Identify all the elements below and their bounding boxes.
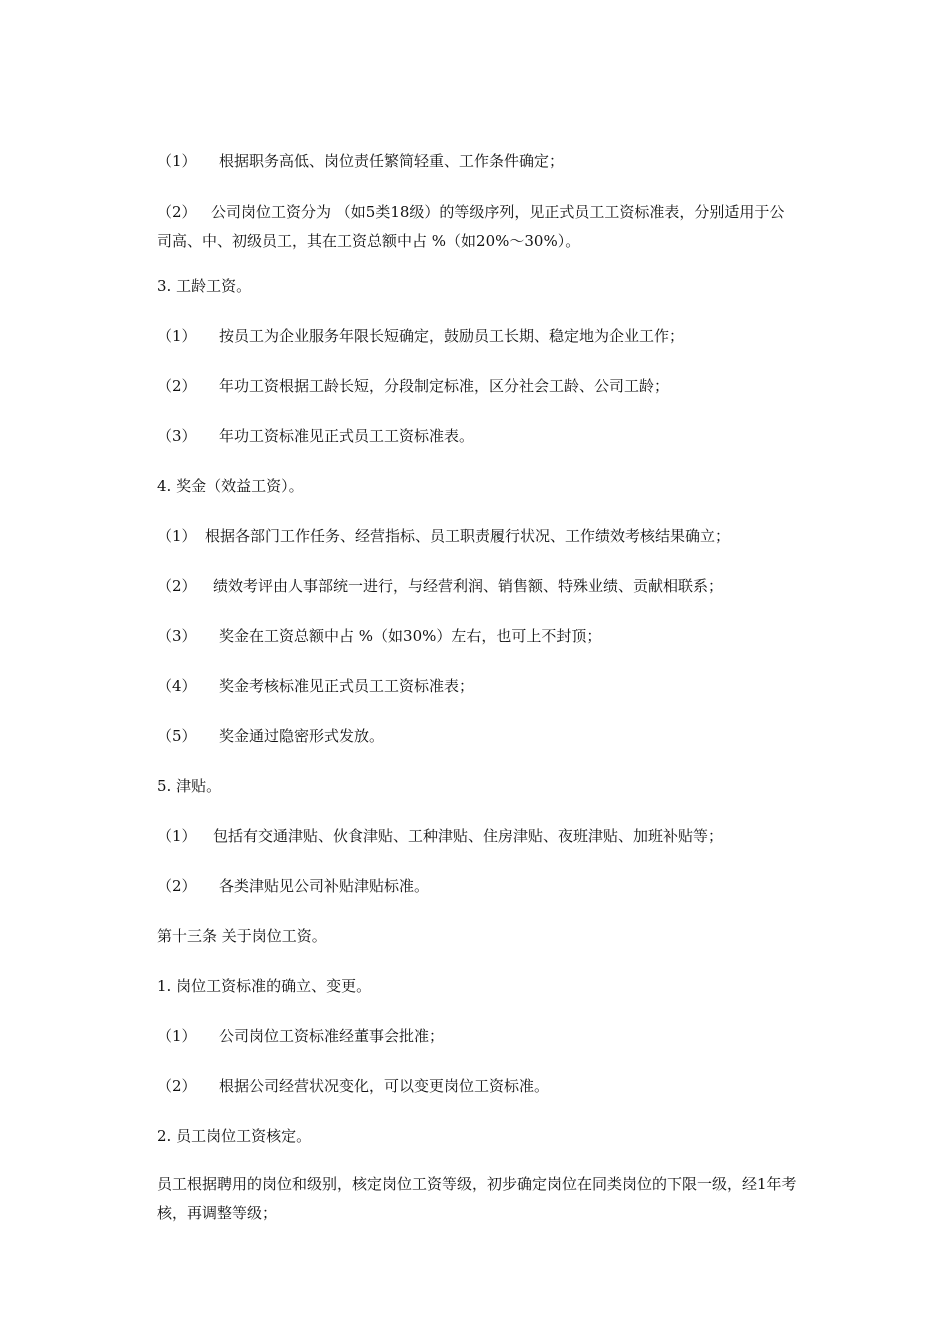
item-number: （1） bbox=[157, 827, 197, 845]
item-number: （2） bbox=[157, 1077, 197, 1095]
section-heading bbox=[157, 1125, 797, 1147]
section-heading bbox=[157, 775, 797, 797]
item-text: 年功工资根据工龄长短，分段制定标准，区分社会工龄、公司工龄； bbox=[219, 377, 670, 395]
item-text: 年功工资标准见正式员工工资标准表。 bbox=[219, 427, 475, 445]
item-text: 公司岗位工资分为 （如5类18级）的等级序列，见正式员工工资标准表，分别适用于公司高、中、初级员工，其在工资总额中占 %（如20%～30%）。 bbox=[157, 203, 785, 250]
section-heading bbox=[157, 275, 797, 297]
list-item bbox=[157, 1025, 797, 1047]
section-heading bbox=[157, 975, 797, 997]
heading-text: 5. 津贴。 bbox=[157, 777, 222, 795]
item-text: 各类津贴见公司补贴津贴标准。 bbox=[219, 877, 430, 895]
item-number: （1） bbox=[157, 327, 197, 345]
item-text: 公司岗位工资标准经董事会批准； bbox=[219, 1027, 445, 1045]
item-text: 绩效考评由人事部统一进行，与经营利润、销售额、特殊业绩、贡献相联系； bbox=[213, 577, 724, 595]
heading-text: 第十三条 关于岗位工资。 bbox=[157, 927, 327, 945]
item-text: 根据各部门工作任务、经营指标、员工职责履行状况、工作绩效考核结果确立； bbox=[205, 527, 731, 545]
list-item bbox=[157, 525, 797, 547]
item-text: 包括有交通津贴、伙食津贴、工种津贴、住房津贴、夜班津贴、加班补贴等； bbox=[213, 827, 724, 845]
item-number: （2） bbox=[157, 203, 197, 221]
list-item bbox=[157, 325, 797, 347]
item-number: （5） bbox=[157, 727, 197, 745]
item-number: （2） bbox=[157, 377, 197, 395]
list-item bbox=[157, 425, 797, 447]
list-item bbox=[157, 1075, 797, 1097]
item-text: 奖金通过隐密形式发放。 bbox=[219, 727, 385, 745]
section-heading bbox=[157, 475, 797, 497]
item-number: （2） bbox=[157, 877, 197, 895]
item-number: （1） bbox=[157, 152, 197, 170]
article-heading bbox=[157, 925, 797, 947]
item-number: （3） bbox=[157, 627, 197, 645]
list-item bbox=[157, 375, 797, 397]
item-text: 根据公司经营状况变化，可以变更岗位工资标准。 bbox=[219, 1077, 550, 1095]
item-text: 按员工为企业服务年限长短确定，鼓励员工长期、稳定地为企业工作； bbox=[219, 327, 685, 345]
item-number: （2） bbox=[157, 577, 197, 595]
list-item bbox=[157, 875, 797, 897]
paragraph-text: 员工根据聘用的岗位和级别，核定岗位工资等级，初步确定岗位在同类岗位的下限一级，经1年考核，再调整等级； bbox=[157, 1175, 797, 1222]
list-item bbox=[157, 725, 797, 747]
list-item bbox=[157, 675, 797, 697]
heading-text: 4. 奖金（效益工资）。 bbox=[157, 477, 304, 495]
item-number: （1） bbox=[157, 527, 197, 545]
list-item bbox=[157, 198, 797, 256]
heading-text: 3. 工龄工资。 bbox=[157, 277, 252, 295]
item-number: （1） bbox=[157, 1027, 197, 1045]
list-item bbox=[157, 150, 797, 172]
list-item bbox=[157, 825, 797, 847]
item-text: 奖金考核标准见正式员工工资标准表； bbox=[219, 677, 475, 695]
item-number: （3） bbox=[157, 427, 197, 445]
item-text: 奖金在工资总额中占 %（如30%）左右，也可上不封顶； bbox=[219, 627, 602, 645]
list-item bbox=[157, 625, 797, 647]
list-item bbox=[157, 575, 797, 597]
paragraph bbox=[157, 1170, 797, 1228]
item-number: （4） bbox=[157, 677, 197, 695]
heading-text: 2. 员工岗位工资核定。 bbox=[157, 1127, 312, 1145]
item-text: 根据职务高低、岗位责任繁简轻重、工作条件确定； bbox=[219, 152, 565, 170]
heading-text: 1. 岗位工资标准的确立、变更。 bbox=[157, 977, 372, 995]
